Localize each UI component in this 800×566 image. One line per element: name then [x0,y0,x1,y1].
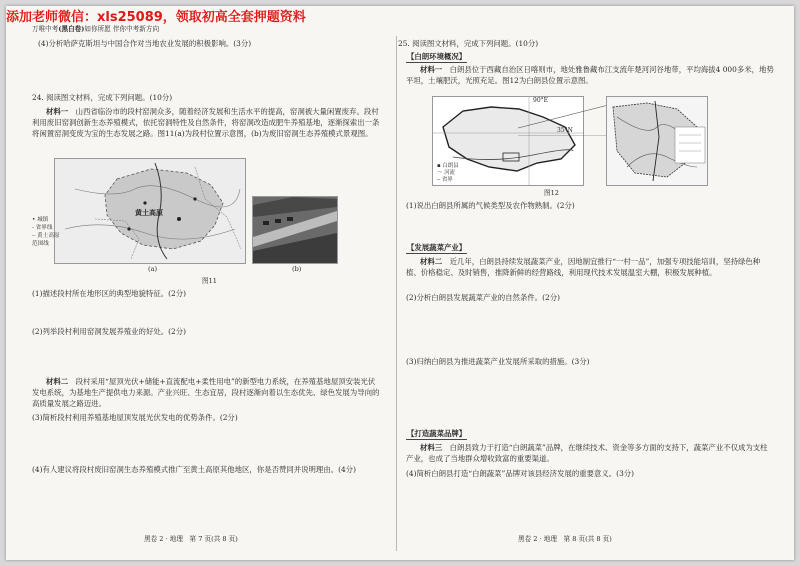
bailang-detail-map [607,97,707,185]
legend-river: ～ 河流 [437,170,455,176]
figure-11-caption: 图11 [202,277,217,285]
subfigure-a-label: (a) [148,265,158,273]
question-25-intro: 25. 阅读图文材料，完成下列问题。(10分) [398,39,539,48]
figure-11b-photo [252,196,338,264]
running-header: 万唯中考(黑白卷)如你所愿 伴你中考新方向 [32,25,160,33]
q24-material-1: 材料一 山西省临汾市的段村窑洞众多，随着经济发展和生活水平的提高，窑洞被大量闲置废弃。段村利用废旧窑洞创新生态养殖模式，依托窑洞特性及自然条件，将窑洞改造成肥牛养殖基地，逐渐探索出一条将闲置窑洞变废为宝的生态发展之路。图11(a)为段村位置示意图，(b)为废旧窑洞生态养殖模式景观图。 [32,107,380,138]
question-24-4: (4)有人建议将段村废旧窑洞生态养殖模式推广至黄土高原其他地区，你是否赞同并说明理由。(4分) [32,465,356,474]
legend-city: • 城镇 [32,217,49,223]
exam-spread [6,6,794,560]
watermark-banner: 添加老师微信：xls25089，领取初高全套押题资料 [6,10,306,25]
legend-bailang: ▪ 白朗县 [437,163,459,169]
section-heading-vegetable-industry: 【发展蔬菜产业】 [407,243,467,252]
right-page [398,36,774,556]
question-25-4: (4)简析白朗县打造“白朗蔬菜”品牌对该县经济发展的重要意义。(3分) [406,469,635,478]
left-page-footer: 黑卷 2 · 地理 第 7 页(共 8 页) [144,535,238,543]
figure-11-legend [32,216,60,248]
page-fold-divider [396,36,397,551]
question-24-2: (2)列举段村利用窑洞发展养殖业的好处。(2分) [32,327,186,336]
figure-12-inset-map [606,96,708,186]
q25-material-1: 材料一 白朗县位于西藏自治区日喀则市，地处雅鲁藏布江支流年楚河河谷地带，平均海拔4 000多米，地势平坦，土壤肥沃，光照充足。图12为白朗县位置示意图。 [406,65,774,85]
subfigure-b-label: (b) [292,265,302,273]
left-page [32,25,382,556]
legend-plateau-boundary: ┄ 黄土高原范围线 [32,233,60,247]
question-24-1: (1)描述段村所在地形区的典型地貌特征。(2分) [32,289,186,298]
question-24-intro: 24. 阅读图文材料，完成下列问题。(10分) [32,93,173,102]
figure-12-legend [437,163,459,184]
cave-farm-landscape-photo [253,197,337,263]
longitude-label: 90°E [533,97,549,104]
map-region-label: 黄土高原 [135,208,163,217]
right-page-footer: 黑卷 2 · 地理 第 8 页(共 8 页) [518,535,612,543]
question-24-3: (3)简析段村利用养殖基地屋顶发展光伏发电的优势条件。(2分) [32,413,238,422]
q25-material-3: 材料三 白朗县致力于打造“白朗蔬菜”品牌，在继续技术、资金等多方面的支持下，蔬菜产业不仅成为支柱产业，也成了当地群众增收致富的重要渠道。 [406,443,768,463]
legend-province-border: - 省界线 [32,225,53,231]
figure-12-caption: 图12 [544,189,559,197]
question-23-4: (4)分析哈萨克斯坦与中国合作对当地农业发展的积极影响。(3分) [38,39,252,48]
question-25-1: (1)说出白朗县所属的气候类型及农作物熟制。(2分) [406,201,575,210]
section-heading-vegetable-brand: 【打造蔬菜品牌】 [407,429,467,438]
latitude-label: 35°N [557,127,573,134]
question-25-3: (3)归纳白朗县为推进蔬菜产业发展所采取的措施。(3分) [406,357,590,366]
legend-province-border: ┄ 省界 [437,177,453,183]
figure-11a-map [54,158,246,264]
q25-material-2: 材料二 近几年，白朗县持续发展蔬菜产业，因地制宜推行“一村一品”，加强专项技能培训，坚持绿色种植、价格稳定、及时销售，推降新鲜的经营路线，利用现代技术发展温室大棚，积极发展种植。 [406,257,761,277]
q24-material-2: 材料二 段村采用“屋顶光伏+储能+直流配电+柔性用电”的新型电力系统，在养殖基地屋顶安装光伏发电系统，为基地生产提供电力来源。产业兴旺、生态宜居，段村逐渐向着以生态优先、绿色发展为导向的高质量发展之路迈进。 [32,377,380,408]
section-heading-environment: 【白朗环境概况】 [407,52,467,61]
question-25-2: (2)分析白朗县发展蔬菜产业的自然条件。(2分) [406,293,560,302]
